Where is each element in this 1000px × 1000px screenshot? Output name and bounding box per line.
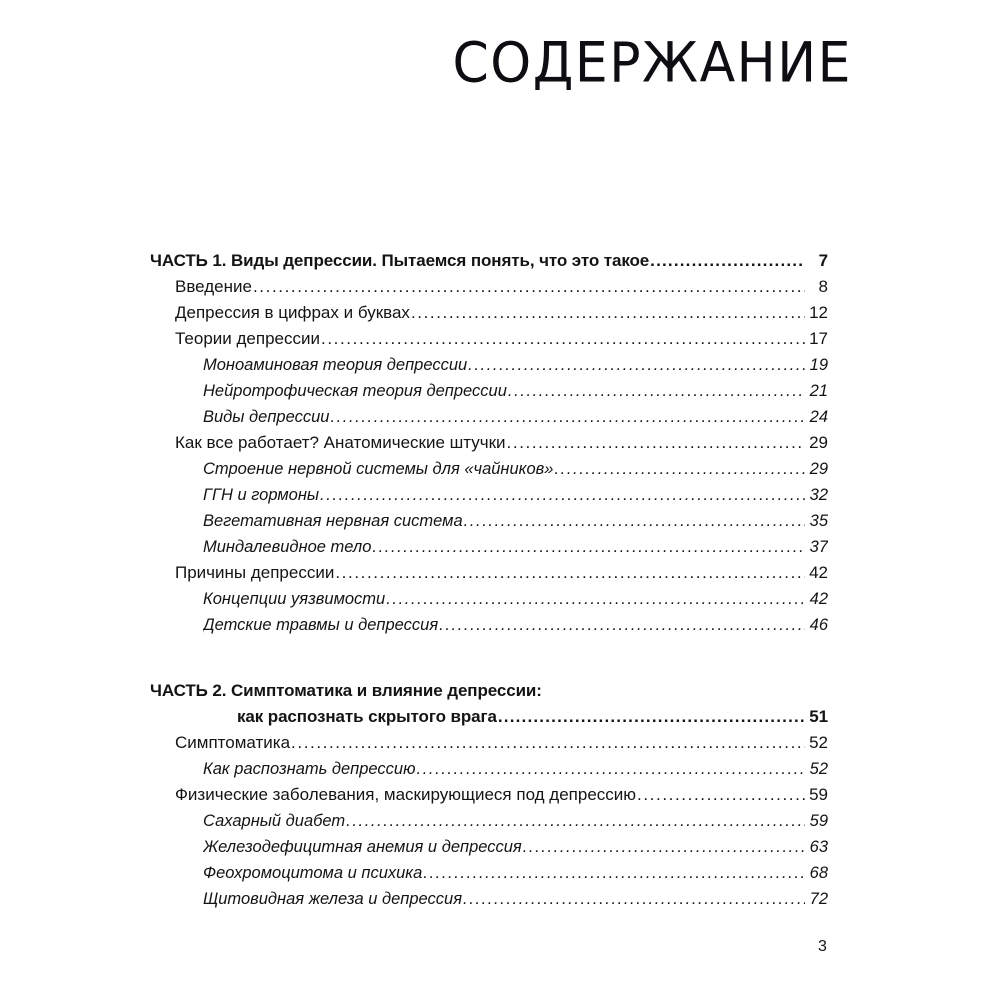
toc-entry[interactable] (203, 834, 828, 860)
leader-dots (508, 378, 805, 404)
toc-part-heading-line-2[interactable] (237, 704, 828, 730)
toc-entry-label: Причины депрессии (175, 563, 335, 582)
toc-part-heading-label-continued: как распознать скрытого врага (237, 707, 497, 726)
toc-page-number: 52 (809, 760, 828, 778)
toc-entry[interactable] (203, 886, 828, 912)
toc-entry-label: Физические заболевания, маскирующиеся под депрессию (175, 785, 637, 804)
toc-entry-label: Щитовидная железа и депрессия (203, 890, 463, 908)
toc-entry-label: Теории депрессии (175, 329, 320, 348)
toc-part-heading-label: ЧАСТЬ 2. Симптоматика и влияние депрессии: (150, 681, 542, 700)
toc-entry-label: Как распознать депрессию (203, 760, 416, 778)
leader-dots (554, 456, 805, 482)
toc-page-number: 7 (818, 251, 828, 270)
page-title: СОДЕРЖАНИЕ (452, 31, 852, 96)
leader-dots (463, 886, 805, 912)
leader-dots (498, 704, 805, 730)
leader-dots (253, 274, 805, 300)
leader-dots (468, 352, 805, 378)
toc-page-number: 19 (809, 356, 828, 374)
toc-entry-label: Миндалевидное тело (203, 538, 372, 556)
toc-page-number: 59 (809, 785, 828, 804)
toc-page-number: 21 (809, 382, 828, 400)
toc-page-number: 17 (809, 329, 828, 348)
leader-dots (321, 326, 805, 352)
page-folio-number: 3 (818, 938, 827, 955)
toc-entry[interactable] (203, 456, 828, 482)
toc-entry-label: Как все работает? Анатомические штучки (175, 433, 506, 452)
toc-entry[interactable] (203, 586, 828, 612)
toc-page-number: 12 (809, 303, 828, 322)
leader-dots (335, 560, 805, 586)
toc-page-number: 68 (809, 864, 828, 882)
toc-page-number: 29 (809, 433, 828, 452)
toc-block-part-2 (150, 678, 828, 912)
toc-page-number: 51 (809, 707, 828, 726)
leader-dots (507, 430, 805, 456)
toc-page-number: 59 (809, 812, 828, 830)
toc-page-number: 42 (809, 590, 828, 608)
toc-entry[interactable] (203, 378, 828, 404)
toc-part-heading-label: ЧАСТЬ 1. Виды депрессии. Пытаемся понять, что это такое (150, 251, 650, 270)
toc-part-heading[interactable] (150, 678, 828, 704)
toc-entry[interactable] (175, 274, 828, 300)
toc-entry[interactable] (203, 808, 828, 834)
toc-entry[interactable] (203, 534, 828, 560)
toc-entry[interactable] (175, 430, 828, 456)
leader-dots (423, 860, 805, 886)
leader-dots (411, 300, 805, 326)
toc-page-number: 35 (809, 512, 828, 530)
leader-dots (320, 482, 805, 508)
toc-entry-label: Вегетативная нервная система (203, 512, 463, 530)
toc-entry[interactable] (203, 404, 828, 430)
toc-page-number: 42 (809, 563, 828, 582)
toc-entry-label: Железодефицитная анемия и депрессия (203, 838, 522, 856)
toc-entry[interactable] (203, 612, 828, 638)
toc-entry-label: Виды депрессии (203, 408, 330, 426)
toc-entry-label: Депрессия в цифрах и буквах (175, 303, 410, 322)
leader-dots (464, 508, 805, 534)
toc-entry-label: Симптоматика (175, 733, 291, 752)
toc-page-number: 37 (809, 538, 828, 556)
toc-entry-label: Феохромоцитома и психика (203, 864, 423, 882)
leader-dots (417, 756, 805, 782)
toc-part-heading[interactable] (150, 248, 828, 274)
toc-entry[interactable] (203, 482, 828, 508)
toc-block-part-1 (150, 248, 828, 638)
toc-entry-label: Концепции уязвимости (203, 590, 386, 608)
toc-page-number: 29 (809, 460, 828, 478)
toc-entry[interactable] (203, 508, 828, 534)
toc-entry[interactable] (175, 560, 828, 586)
leader-dots (523, 834, 805, 860)
toc-entry[interactable] (203, 352, 828, 378)
toc-entry[interactable] (203, 756, 828, 782)
toc-page-number: 46 (809, 616, 828, 634)
toc-page-number: 72 (809, 890, 828, 908)
toc-page-number: 8 (818, 277, 828, 296)
leader-dots (650, 248, 805, 274)
toc-entry-label: Нейротрофическая теория депрессии (203, 382, 507, 400)
leader-dots (291, 730, 805, 756)
toc-entry[interactable] (175, 300, 828, 326)
toc-entry-label: Строение нервной системы для «чайников» (203, 460, 554, 478)
leader-dots (346, 808, 805, 834)
table-of-contents (150, 248, 828, 912)
toc-page-number: 52 (809, 733, 828, 752)
toc-entry[interactable] (175, 782, 828, 808)
leader-dots (439, 612, 805, 638)
toc-entry-label: Сахарный диабет (203, 812, 346, 830)
toc-entry[interactable] (175, 730, 828, 756)
toc-page-number: 24 (809, 408, 828, 426)
toc-entry-label: Детские травмы и депрессия (203, 616, 439, 634)
toc-page-number: 63 (809, 838, 828, 856)
leader-dots (386, 586, 805, 612)
leader-dots (330, 404, 805, 430)
toc-entry-label: ГГН и гормоны (203, 486, 320, 504)
leader-dots (637, 782, 805, 808)
toc-page-number: 32 (809, 486, 828, 504)
toc-entry[interactable] (203, 860, 828, 886)
toc-entry-label: Введение (175, 277, 252, 296)
toc-entry-label: Моноаминовая теория депрессии (203, 356, 468, 374)
toc-entry[interactable] (175, 326, 828, 352)
leader-dots (372, 534, 805, 560)
